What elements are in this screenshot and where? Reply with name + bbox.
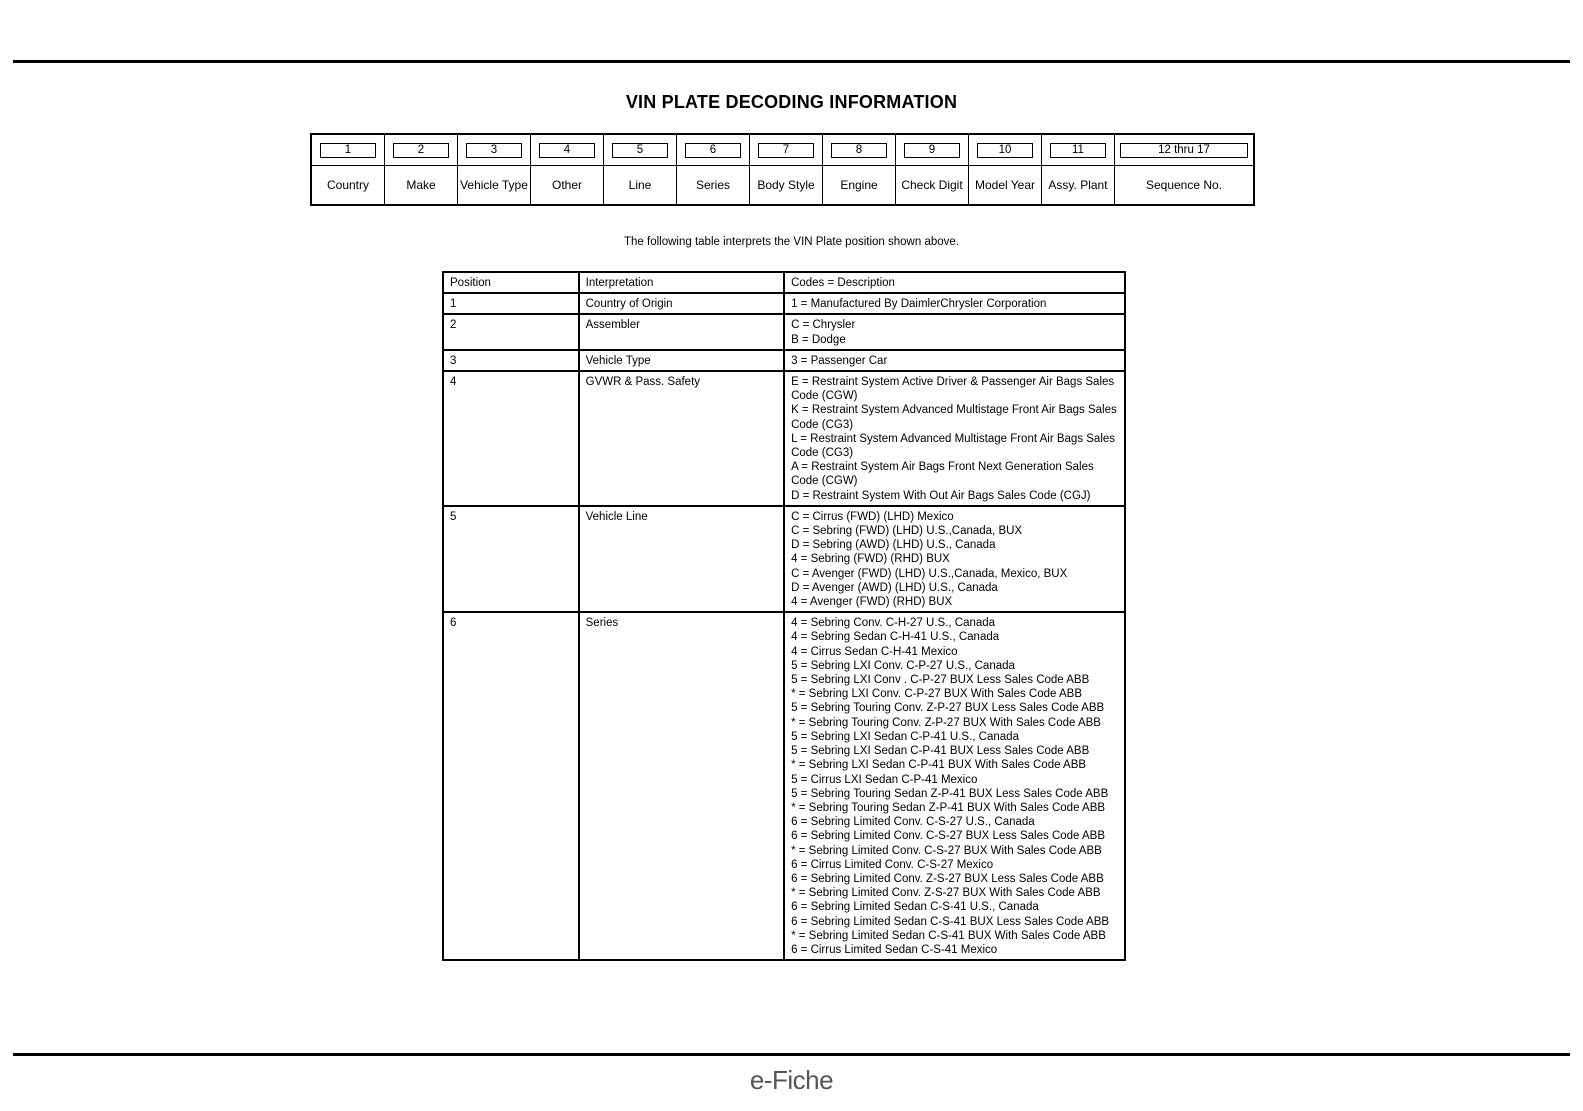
code-line: 5 = Sebring LXI Conv . C-P-27 BUX Less Sales Code ABB	[791, 674, 1090, 687]
plate-cell	[312, 135, 385, 204]
plate-position-number: 10	[977, 143, 1033, 158]
code-line: * = Sebring Touring Sedan Z-P-41 BUX With Sales Code ABB	[791, 801, 1106, 814]
cell-interpretation: Vehicle Type	[579, 350, 784, 371]
plate-position-number: 7	[758, 143, 814, 158]
code-line: C = Cirrus (FWD) (LHD) Mexico	[791, 510, 954, 523]
code-line: 4 = Avenger (FWD) (RHD) BUX	[791, 596, 953, 609]
plate-position-label: Country	[326, 178, 370, 192]
plate-cell	[458, 135, 531, 204]
plate-position-number: 3	[466, 143, 522, 158]
code-line: 4 = Sebring Conv. C-H-27 U.S., Canada	[791, 617, 996, 630]
code-line: E = Restraint System Active Driver & Passenger Air Bags Sales Code (CGW)	[791, 376, 1115, 403]
cell-interpretation: GVWR & Pass. Safety	[579, 371, 784, 506]
code-line: 6 = Sebring Limited Conv. C-S-27 BUX Less Sales Code ABB	[791, 830, 1106, 843]
plate-cell	[385, 135, 458, 204]
header-position: Position	[443, 272, 579, 293]
plate-position-label: Body Style	[757, 178, 815, 192]
cell-codes	[784, 612, 1125, 960]
plate-position-number: 2	[393, 143, 449, 158]
code-line: 5 = Sebring Touring Conv. Z-P-27 BUX Less Sales Code ABB	[791, 702, 1105, 715]
table-row	[443, 293, 1125, 314]
code-line: 1 = Manufactured By DaimlerChrysler Corporation	[791, 298, 1047, 311]
code-line: * = Sebring Touring Conv. Z-P-27 BUX With Sales Code ABB	[791, 716, 1101, 729]
code-line: C = Sebring (FWD) (LHD) U.S.,Canada, BUX	[791, 525, 1023, 538]
plate-position-slot	[458, 135, 530, 166]
plate-position-label: Sequence No.	[1145, 178, 1223, 192]
plate-position-slot	[312, 135, 384, 166]
plate-position-number: 6	[685, 143, 741, 158]
plate-position-slot	[1115, 135, 1253, 166]
cell-codes	[784, 293, 1125, 314]
plate-position-number: 1	[320, 143, 376, 158]
plate-position-number: 11	[1050, 143, 1106, 158]
code-line: B = Dodge	[791, 333, 846, 346]
plate-position-label: Series	[695, 178, 730, 192]
code-line: D = Avenger (AWD) (LHD) U.S., Canada	[791, 581, 998, 594]
code-line: * = Sebring Limited Conv. Z-S-27 BUX With Sales Code ABB	[791, 887, 1101, 900]
header-interpretation: Interpretation	[579, 272, 784, 293]
plate-position-slot	[969, 135, 1041, 166]
plate-cell	[896, 135, 969, 204]
plate-cell	[677, 135, 750, 204]
cell-codes	[784, 314, 1125, 349]
code-line: 3 = Passenger Car	[791, 354, 888, 367]
plate-position-slot	[531, 135, 603, 166]
cell-position: 5	[443, 506, 579, 612]
plate-cell	[750, 135, 823, 204]
plate-position-number: 9	[904, 143, 960, 158]
header-codes: Codes = Description	[784, 272, 1125, 293]
vin-decoding-table	[442, 271, 1126, 961]
plate-position-slot	[896, 135, 968, 166]
code-line: 4 = Sebring Sedan C-H-41 U.S., Canada	[791, 631, 1000, 644]
cell-interpretation: Vehicle Line	[579, 506, 784, 612]
plate-position-label: Model Year	[974, 178, 1036, 192]
table-row	[443, 612, 1125, 960]
plate-position-label: Line	[628, 178, 652, 192]
code-line: A = Restraint System Air Bags Front Next Generation Sales Code (CGW)	[791, 461, 1094, 488]
plate-position-label: Other	[551, 178, 582, 192]
code-line: 6 = Cirrus Limited Conv. C-S-27 Mexico	[791, 858, 994, 871]
cell-interpretation: Assembler	[579, 314, 784, 349]
code-line: D = Restraint System With Out Air Bags Sales Code (CGJ)	[791, 489, 1091, 502]
cell-position: 3	[443, 350, 579, 371]
plate-cell	[969, 135, 1042, 204]
code-line: 6 = Sebring Limited Sedan C-S-41 BUX Less Sales Code ABB	[791, 915, 1110, 928]
code-line: 6 = Cirrus Limited Sedan C-S-41 Mexico	[791, 943, 998, 956]
plate-cell	[531, 135, 604, 204]
watermark-logo: e-Fiche	[749, 1065, 834, 1095]
code-line: * = Sebring Limited Conv. C-S-27 BUX With Sales Code ABB	[791, 844, 1102, 857]
plate-position-number: 5	[612, 143, 668, 158]
table-row	[443, 506, 1125, 612]
code-line: C = Avenger (FWD) (LHD) U.S.,Canada, Mexico, BUX	[791, 567, 1068, 580]
code-line: 6 = Sebring Limited Sedan C-S-41 U.S., Canada	[791, 901, 1039, 914]
table-row	[443, 371, 1125, 506]
plate-position-label: Assy. Plant	[1048, 178, 1108, 192]
vin-plate-diagram	[310, 133, 1255, 206]
code-line: 5 = Sebring LXI Sedan C-P-41 BUX Less Sales Code ABB	[791, 745, 1090, 758]
table-intro-note: The following table interprets the VIN Plate position shown above.	[624, 236, 959, 248]
plate-position-number: 12 thru 17	[1120, 143, 1248, 158]
plate-position-slot	[1042, 135, 1114, 166]
bottom-rule	[13, 1053, 1570, 1056]
code-line: * = Sebring LXI Sedan C-P-41 BUX With Sales Code ABB	[791, 759, 1087, 772]
table-header-row	[443, 272, 1125, 293]
plate-position-slot	[385, 135, 457, 166]
cell-position: 2	[443, 314, 579, 349]
plate-position-label: Engine	[840, 178, 878, 192]
code-line: 5 = Sebring LXI Conv. C-P-27 U.S., Canada	[791, 659, 1015, 672]
code-line: 6 = Sebring Limited Conv. C-S-27 U.S., Canada	[791, 816, 1035, 829]
cell-codes	[784, 371, 1125, 506]
plate-position-slot	[604, 135, 676, 166]
code-line: 4 = Cirrus Sedan C-H-41 Mexico	[791, 645, 958, 658]
plate-position-label: Check Digit	[901, 178, 963, 192]
plate-position-label: Vehicle Type	[460, 178, 528, 192]
cell-interpretation: Country of Origin	[579, 293, 784, 314]
cell-position: 1	[443, 293, 579, 314]
plate-position-slot	[823, 135, 895, 166]
plate-position-number: 4	[539, 143, 595, 158]
cell-interpretation: Series	[579, 612, 784, 960]
code-line: D = Sebring (AWD) (LHD) U.S., Canada	[791, 539, 996, 552]
plate-position-slot	[750, 135, 822, 166]
plate-position-slot	[677, 135, 749, 166]
plate-position-number: 8	[831, 143, 887, 158]
table-row	[443, 314, 1125, 349]
plate-cell	[823, 135, 896, 204]
plate-cell	[604, 135, 677, 204]
cell-position: 4	[443, 371, 579, 506]
plate-cell	[1115, 135, 1253, 204]
code-line: K = Restraint System Advanced Multistage Front Air Bags Sales Code (CG3)	[791, 404, 1117, 431]
table-row	[443, 350, 1125, 371]
plate-position-label: Make	[406, 178, 436, 192]
top-rule	[13, 60, 1570, 63]
cell-codes	[784, 506, 1125, 612]
code-line: 5 = Cirrus LXI Sedan C-P-41 Mexico	[791, 773, 978, 786]
code-line: * = Sebring Limited Sedan C-S-41 BUX With Sales Code ABB	[791, 929, 1106, 942]
code-line: 4 = Sebring (FWD) (RHD) BUX	[791, 553, 950, 566]
plate-cell	[1042, 135, 1115, 204]
code-line: C = Chrysler	[791, 319, 856, 332]
code-line: 5 = Sebring Touring Sedan Z-P-41 BUX Less Sales Code ABB	[791, 787, 1109, 800]
page-title: VIN PLATE DECODING INFORMATION	[625, 92, 958, 112]
code-line: * = Sebring LXI Conv. C-P-27 BUX With Sales Code ABB	[791, 688, 1082, 701]
cell-position: 6	[443, 612, 579, 960]
code-line: 6 = Sebring Limited Conv. Z-S-27 BUX Less Sales Code ABB	[791, 872, 1104, 885]
code-line: L = Restraint System Advanced Multistage Front Air Bags Sales Code (CG3)	[791, 432, 1116, 460]
cell-codes	[784, 350, 1125, 371]
code-line: 5 = Sebring LXI Sedan C-P-41 U.S., Canada	[791, 730, 1019, 743]
